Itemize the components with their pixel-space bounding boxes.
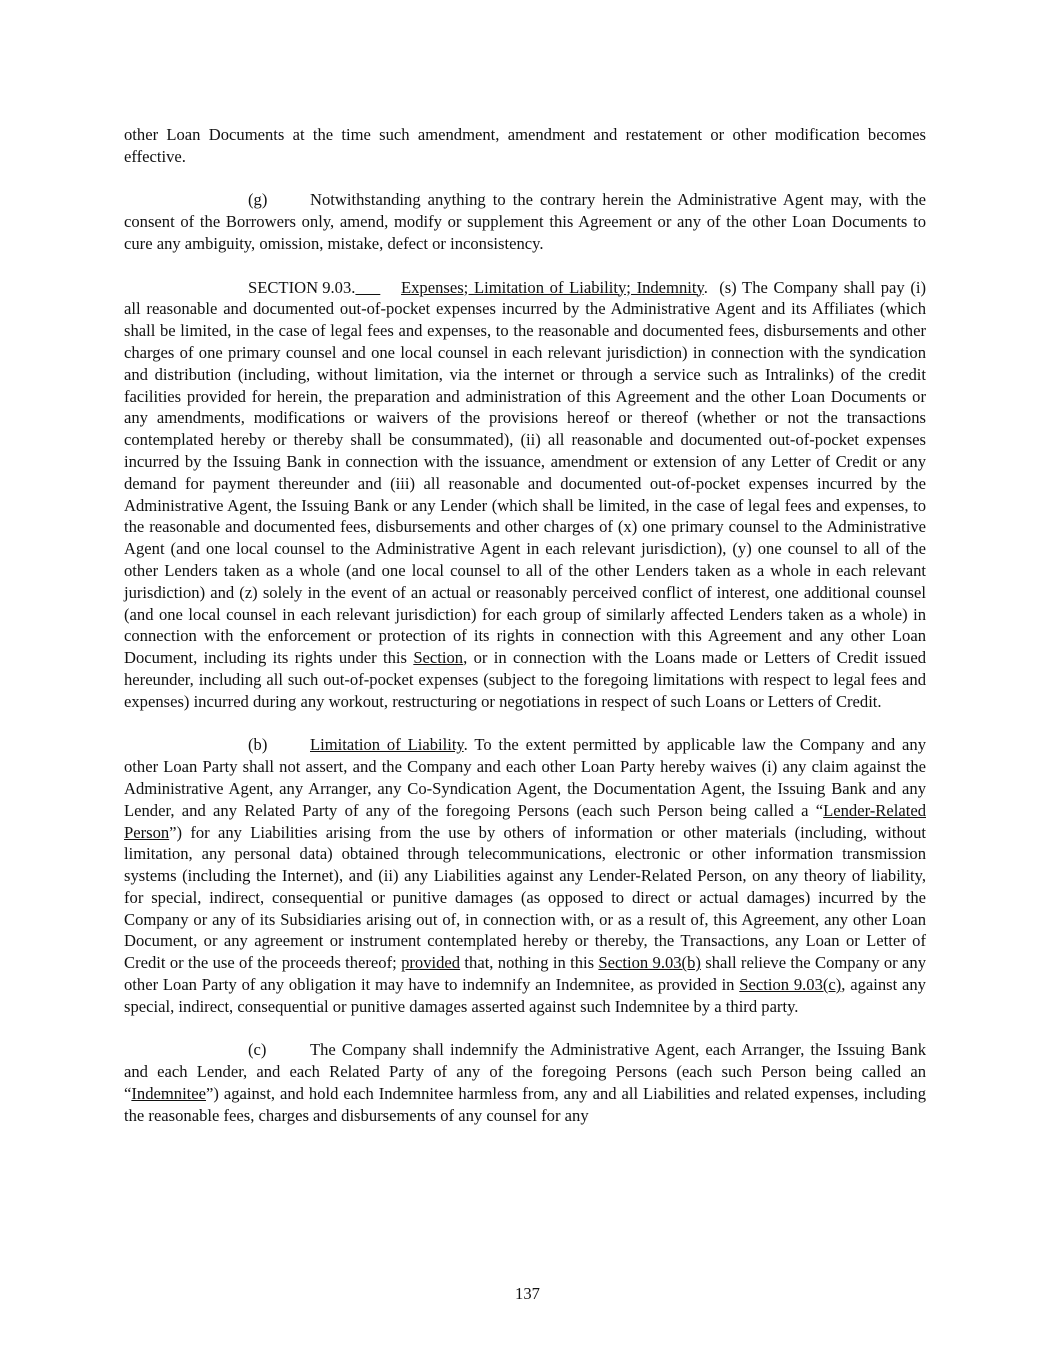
defined-term: Indemnitee [131,1084,207,1104]
paragraph-text: other Loan Documents at the time such amendment, amendment and restatement or other modification becomes effective. [124,125,926,166]
clause-label: (c) [248,1040,267,1060]
section-title: Expenses; Limitation of Liability; Indemnity [401,277,704,297]
defined-term: Lender-Related Person [124,800,926,842]
paragraph-b: (b) Limitation of Liability. To the extent permitted by applicable law the Company and any other Loan Party shall not assert, and the Company and each other Loan Party hereby waives (i) any claim against the Administrative Agent, any Arranger, any Co-Syndication Agent, the Documentation Agent, the Issuing Bank and any Lender, and any Related Party of any of the foregoing Persons (each such Person being called a “Lender-Related Person”) for any Liabilities arising from the use by others of information or other materials (including, without limitation, any personal data) obtained through telecommunications, electronic or other information transmission systems (including the Internet), and (ii) any Liabilities against any Lender-Related Person, on any theory of liability, for special, indirect, consequential or punitive damages (as opposed to direct or actual damages) incurred by the Company or any of its Subsidiaries arising out of, in connection with, or as a result of, this Agreement, any other Loan Document, or any agreement or instrument contemplated hereby or thereby, the Transactions, any Loan or Letter of Credit or the use of the proceeds thereof; provided that, nothing in this Section 9.03(b) shall relieve the Company or any other Loan Party of any obligation it may have to indemnify an Indemnitee, as provided in Section 9.03(c), against any special, indirect, consequential or punitive damages asserted against such Indemnitee by a third party. [124,735,927,1016]
page-number: 137 [515,1284,540,1303]
clause-label: (g) [248,190,268,210]
section-text: (s) The Company shall pay (i) all reasonable and documented out-of-pocket expenses incurred by the Administrative Agent and its Affiliates (which shall be limited, in the case of legal fees and expenses, to the reasonable and documented fees, disbursements and other charges of one primary counsel and one local counsel in each relevant jurisdiction) in connection with the syndication and distribution (including, without limitation, via the internet or through a service such as Intralinks) of the credit facilities provided for herein, the preparation and administration of this Agreement and the other Loan Documents or any amendments, modifications or waivers of the provisions hereof or thereof (whether or not the transactions contemplated hereby or thereby shall be consummated), (ii) all reasonable and documented out-of-pocket expenses incurred by the Issuing Bank in connection with the issuance, amendment or extension of any Letter of Credit or any demand for payment thereunder and (iii) all reasonable and documented out-of-pocket expenses incurred by the Administrative Agent, the Issuing Bank or any Lender (which shall be limited, in the case of legal fees and expenses, to the reasonable and documented fees, disbursements and other charges of (x) one primary counsel to the Administrative Agent (and one local counsel to the Administrative Agent in each relevant jurisdiction), (y) one counsel to all of the other Lenders taken as a whole (and one local counsel to all of the other Lenders taken as a whole in each relevant jurisdiction) and (z) solely in the event of an actual or reasonably perceived conflict of interest, one additional counsel (and one local counsel in each relevant jurisdiction) for each group of similarly affected Lenders taken as a whole) in connection with the enforcement or protection of its rights in connection with this Agreement and any other Loan Document, including its rights under this [124,277,926,668]
clause-heading: Limitation of Liability [310,735,464,755]
section-text-continued: , or in connection with the Loans made or Letters of Credit issued hereunder, including all such out-of-pocket expenses (subject to the foregoing limitations with respect to legal fees and expenses) incurred during any workout, restructuring or negotiations in respect of such Loans or Letters of Credit. [124,648,926,711]
clause-label: (b) [248,735,268,755]
section-reference: Section 9.03(c) [739,975,842,995]
document-body [124,124,926,1127]
paragraph-g [124,189,926,254]
section-reference: Section [413,648,464,668]
provided-term: provided [401,953,461,973]
section-number: SECTION 9.03. [248,277,356,297]
paragraph-c: (c) The Company shall indemnify the Administrative Agent, each Arranger, the Issuing Bank and each Lender, and each Related Party of any of the foregoing Persons (each such Person being called an “Indemnitee”) against, and hold each Indemnitee harmless from, any and all Liabilities and related expenses, including the reasonable fees, charges and disbursements of any counsel for any [124,1040,926,1125]
paragraph-continuation [124,124,926,168]
section-9-03: SECTION 9.03. Expenses; Limitation of Liability; Indemnity. (s) The Company shall pay (i) all reasonable and documented out-of-pocket expenses incurred by the Administrative Agent and its Affiliates (which shall be limited, in the case of legal fees and expenses, to the reasonable and documented fees, disbursements and other charges of one primary counsel and one local counsel in each relevant jurisdiction) in connection with the syndication and distribution (including, without limitation, via the internet or through a service such as Intralinks) of the credit facilities provided for herein, the preparation and administration of this Agreement and the other Loan Documents or any amendments, modifications or waivers of the provisions hereof or thereof (whether or not the transactions contemplated hereby or thereby shall be consummated), (ii) all reasonable and documented out-of-pocket expenses incurred by the Issuing Bank in connection with the issuance, amendment or extension of any Letter of Credit or any demand for payment thereunder and (iii) all reasonable and documented out-of-pocket expenses incurred by the Administrative Agent, the Issuing Bank or any Lender (which shall be limited, in the case of legal fees and expenses, to the reasonable and documented fees, disbursements and other charges of (x) one primary counsel to the Administrative Agent (and one local counsel to the Administrative Agent in each relevant jurisdiction), (y) one counsel to all of the other Lenders taken as a whole (and one local counsel to all of the other Lenders taken as a whole in each relevant jurisdiction) and (z) solely in the event of an actual or reasonably perceived conflict of interest, one additional counsel (and one local counsel in each relevant jurisdiction) for each group of similarly affected Lenders taken as a whole) in connection with the enforcement or protection of its rights in connection with this Agreement and any other Loan Document, including its rights under this Section, or in connection with the Loans made or Letters of Credit issued hereunder, including all such out-of-pocket expenses (subject to the foregoing limitations with respect to legal fees and expenses) incurred during any workout, restructuring or negotiations in respect of such Loans or Letters of Credit. [124,277,926,711]
paragraph-text: Notwithstanding anything to the contrary herein the Administrative Agent may, with the consent of the Borrowers only, amend, modify or supplement this Agreement or any of the other Loan Documents to cure any ambiguity, omission, mistake, defect or inconsistency. [124,190,926,253]
section-reference: Section 9.03(b) [598,953,701,973]
